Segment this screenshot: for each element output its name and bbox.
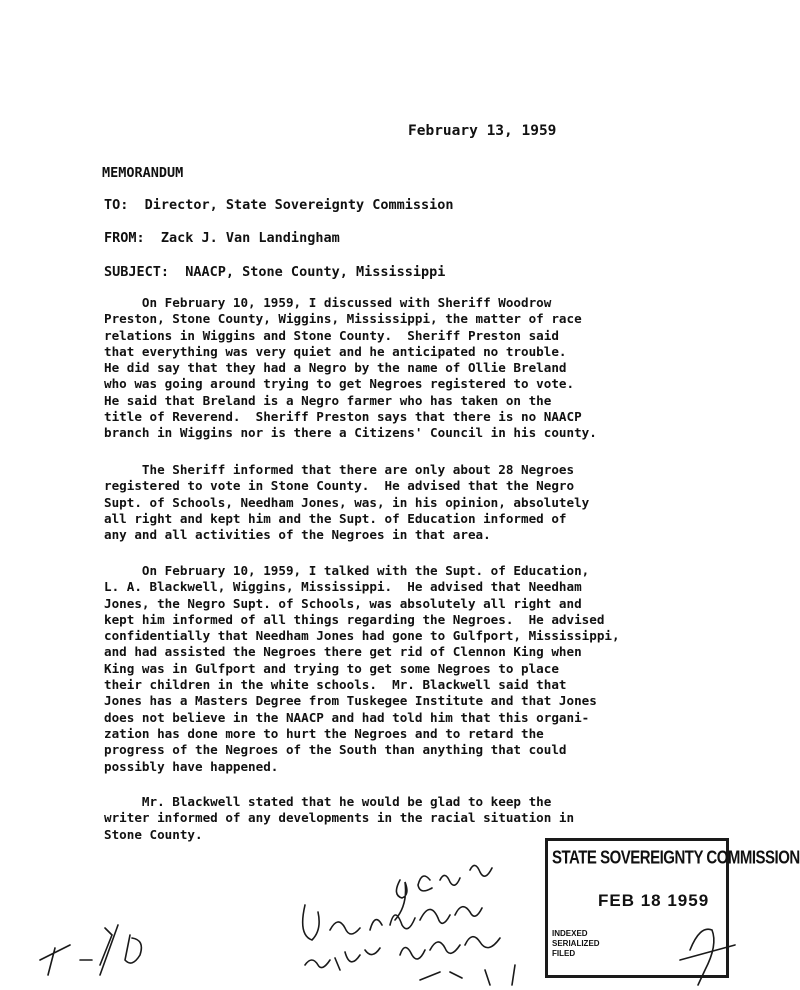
paragraph-line: any and all activities of the Negroes in that area. (104, 527, 491, 543)
paragraph-line: On February 10, 1959, I discussed with Sheriff Woodrow (104, 295, 552, 310)
stamp-label-serialized: SERIALIZED (552, 939, 600, 948)
paragraph-line: kept him informed of all things regarding the Negroes. He advised (104, 611, 605, 627)
paragraph-line: The Sheriff informed that there are only about 28 Negroes (104, 462, 575, 477)
paragraph-line: all right and kept him and the Supt. of Education informed of (104, 510, 567, 526)
paragraph-line: On February 10, 1959, I talked with the Supt. of Education, (104, 563, 590, 578)
paragraph-line: does not believe in the NAACP and had told him that this organi- (104, 709, 590, 725)
paragraph-3 (104, 563, 724, 775)
paragraph-4 (104, 794, 724, 843)
paragraph-line: who was going around trying to get Negroes registered to vote. (104, 376, 575, 392)
paragraph-line: progress of the Negroes of the South than anything that could (104, 742, 567, 758)
stamp-label-indexed: INDEXED (552, 929, 588, 938)
paragraph-line: Preston, Stone County, Wiggins, Mississippi, the matter of race (104, 311, 582, 327)
subject-line: SUBJECT: NAACP, Stone County, Mississippi (104, 264, 446, 280)
paragraph-line: zation has done more to hurt the Negroes and to retard the (104, 725, 544, 741)
paragraph-line: L. A. Blackwell, Wiggins, Mississippi. He advised that Needham (104, 579, 582, 595)
paragraph-line: Jones, the Negro Supt. of Schools, was absolutely all right and (104, 595, 582, 611)
received-stamp (545, 838, 800, 978)
paragraph-line: Stone County. (104, 826, 203, 842)
paragraph-line: Jones has a Masters Degree from Tuskegee Institute and that Jones (104, 693, 597, 709)
from-line: FROM: Zack J. Van Landingham (104, 230, 340, 246)
paragraph-2 (104, 462, 724, 543)
stamp-title: STATE SOVEREIGNTY COMMISSION (552, 847, 800, 869)
paragraph-line: relations in Wiggins and Stone County. Sheriff Preston said (104, 327, 559, 343)
handwriting-center-notes (303, 865, 515, 985)
paragraph-line: Supt. of Schools, Needham Jones, was, in his opinion, absolutely (104, 494, 590, 510)
paragraph-1 (104, 295, 724, 442)
stamp-date: FEB 18 1959 (598, 891, 710, 910)
paragraph-line: branch in Wiggins nor is there a Citizens' Council in his county. (104, 425, 597, 441)
paragraph-line: registered to vote in Stone County. He advised that the Negro (104, 478, 575, 494)
paragraph-line: King was in Gulfport and trying to get some Negroes to place (104, 660, 559, 676)
paragraph-line: He did say that they had a Negro by the name of Ollie Breland (104, 360, 567, 376)
paragraph-line: their children in the white schools. Mr. Blackwell said that (104, 677, 567, 693)
handwriting-left-mark (40, 925, 141, 975)
stamp-label-filed: FILED (552, 949, 576, 958)
memo-date: February 13, 1959 (408, 123, 557, 139)
paragraph-line: title of Reverend. Sheriff Preston says that there is no NAACP (104, 409, 582, 425)
stamp-labels (552, 929, 600, 959)
memo-heading: MEMORANDUM (102, 165, 184, 181)
paragraph-line: and had assisted the Negroes there get rid of Clennon King when (104, 644, 582, 660)
paragraph-line: confidentially that Needham Jones had gone to Gulfport, Mississippi, (104, 628, 620, 644)
to-line: TO: Director, State Sovereignty Commission (104, 197, 454, 213)
paragraph-line: writer informed of any developments in the racial situation in (104, 810, 575, 826)
paragraph-line: Mr. Blackwell stated that he would be glad to keep the (104, 794, 552, 809)
paragraph-line: that everything was very quiet and he anticipated no trouble. (104, 343, 567, 359)
paragraph-line: possibly have happened. (104, 758, 279, 774)
paragraph-line: He said that Breland is a Negro farmer who has taken on the (104, 392, 552, 408)
